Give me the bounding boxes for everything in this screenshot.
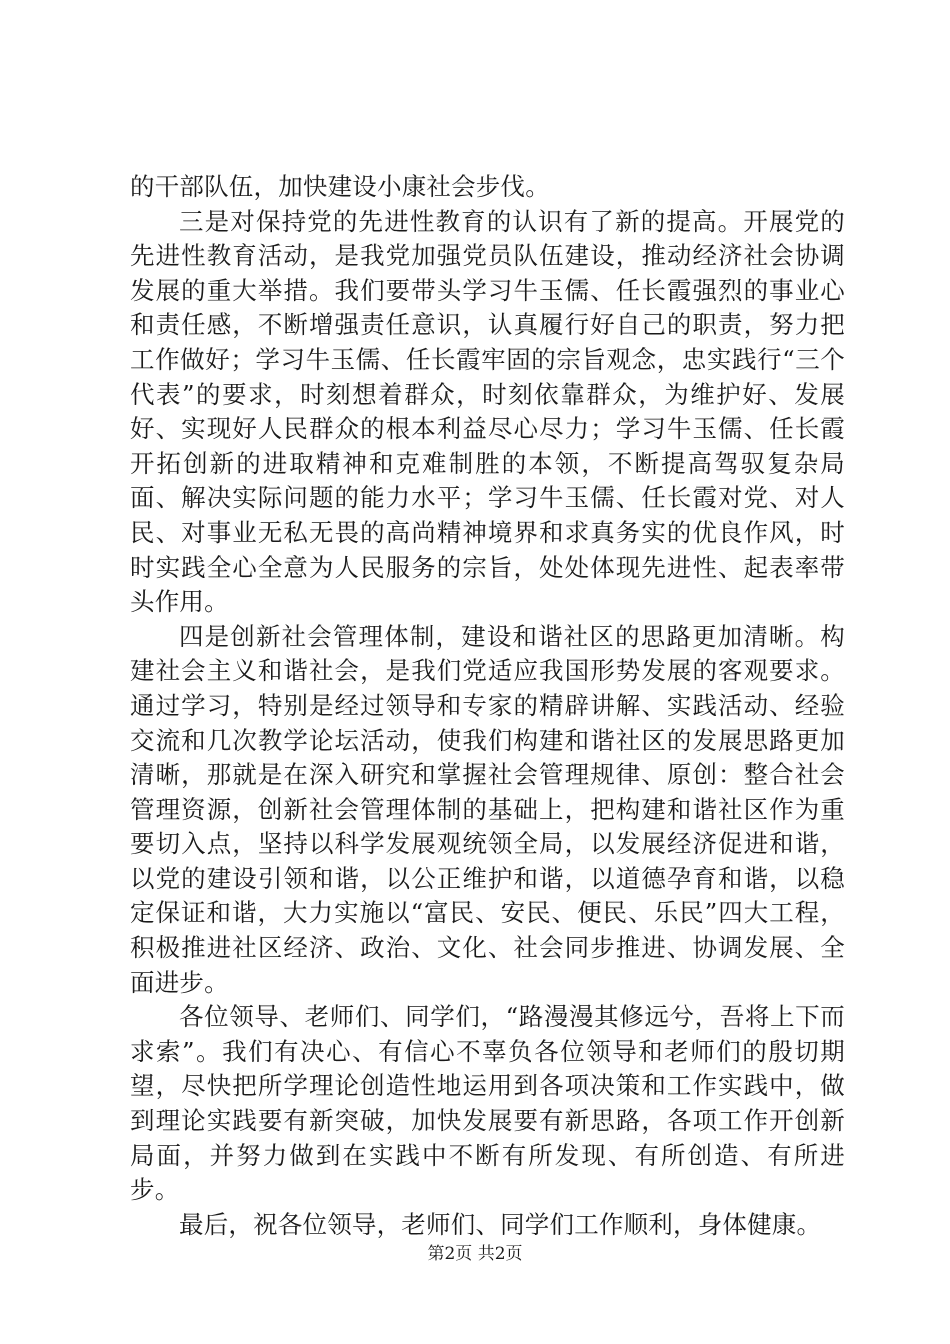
page-number-footer: 第2页 共2页 [427,1244,523,1264]
paragraph-point-three: 三是对保持党的先进性教育的认识有了新的提高。开展党的先进性教育活动，是我党加强党员队伍建设，推动经济社会协调发展的重大举措。我们要带头学习牛玉儒、任长霞强烈的事业心和责任感，不断增强责任意识，认真履行好自己的职责，努力把工作做好；学习牛玉儒、任长霞牢固的宗旨观念，忠实践行“三个代表”的要求，时刻想着群众，时刻依靠群众，为维护好、发展好、实现好人民群众的根本利益尽心尽力；学习牛玉儒、任长霞开拓创新的进取精神和克难制胜的本领，不断提高驾驭复杂局面、解决实际问题的能力水平；学习牛玉儒、任长霞对党、对人民、对事业无私无畏的高尚精神境界和求真务实的优良作风，时时实践全心全意为人民服务的宗旨，处处体现先进性、起表率带头作用。 [130,206,845,617]
document-body [130,170,845,1242]
paragraph-closing: 最后，祝各位领导，老师们、同学们工作顺利，身体健康。 [179,1209,822,1239]
paragraph-address: 各位领导、老师们、同学们，“路漫漫其修远兮，吾将上下而求索”。我们有决心、有信心不辜负各位领导和老师们的殷切期望，尽快把所学理论创造性地运用到各项决策和工作实践中，做到理论实践要有新突破，加快发展要有新思路，各项工作开创新局面，并努力做到在实践中不断有所发现、有所创造、有所进步。 [130,1002,845,1205]
paragraph-point-four: 四是创新社会管理体制，建设和谐社区的思路更加清晰。构建社会主义和谐社会，是我们党适应我国形势发展的客观要求。通过学习，特别是经过领导和专家的精辟讲解、实践活动、经验交流和几次教学论坛活动，使我们构建和谐社区的发展思路更加清晰，那就是在深入研究和掌握社会管理规律、原创：整合社会管理资源，创新社会管理体制的基础上，把构建和谐社区作为重要切入点，坚持以科学发展观统领全局，以发展经济促进和谐，以党的建设引领和谐，以公正维护和谐，以道德孕育和谐，以稳定保证和谐，大力实施以“富民、安民、便民、乐民”四大工程，积极推进社区经济、政治、文化、社会同步推进、协调发展、全面进步。 [130,621,845,997]
paragraph-continuation: 的干部队伍，加快建设小康社会步伐。 [130,172,550,201]
